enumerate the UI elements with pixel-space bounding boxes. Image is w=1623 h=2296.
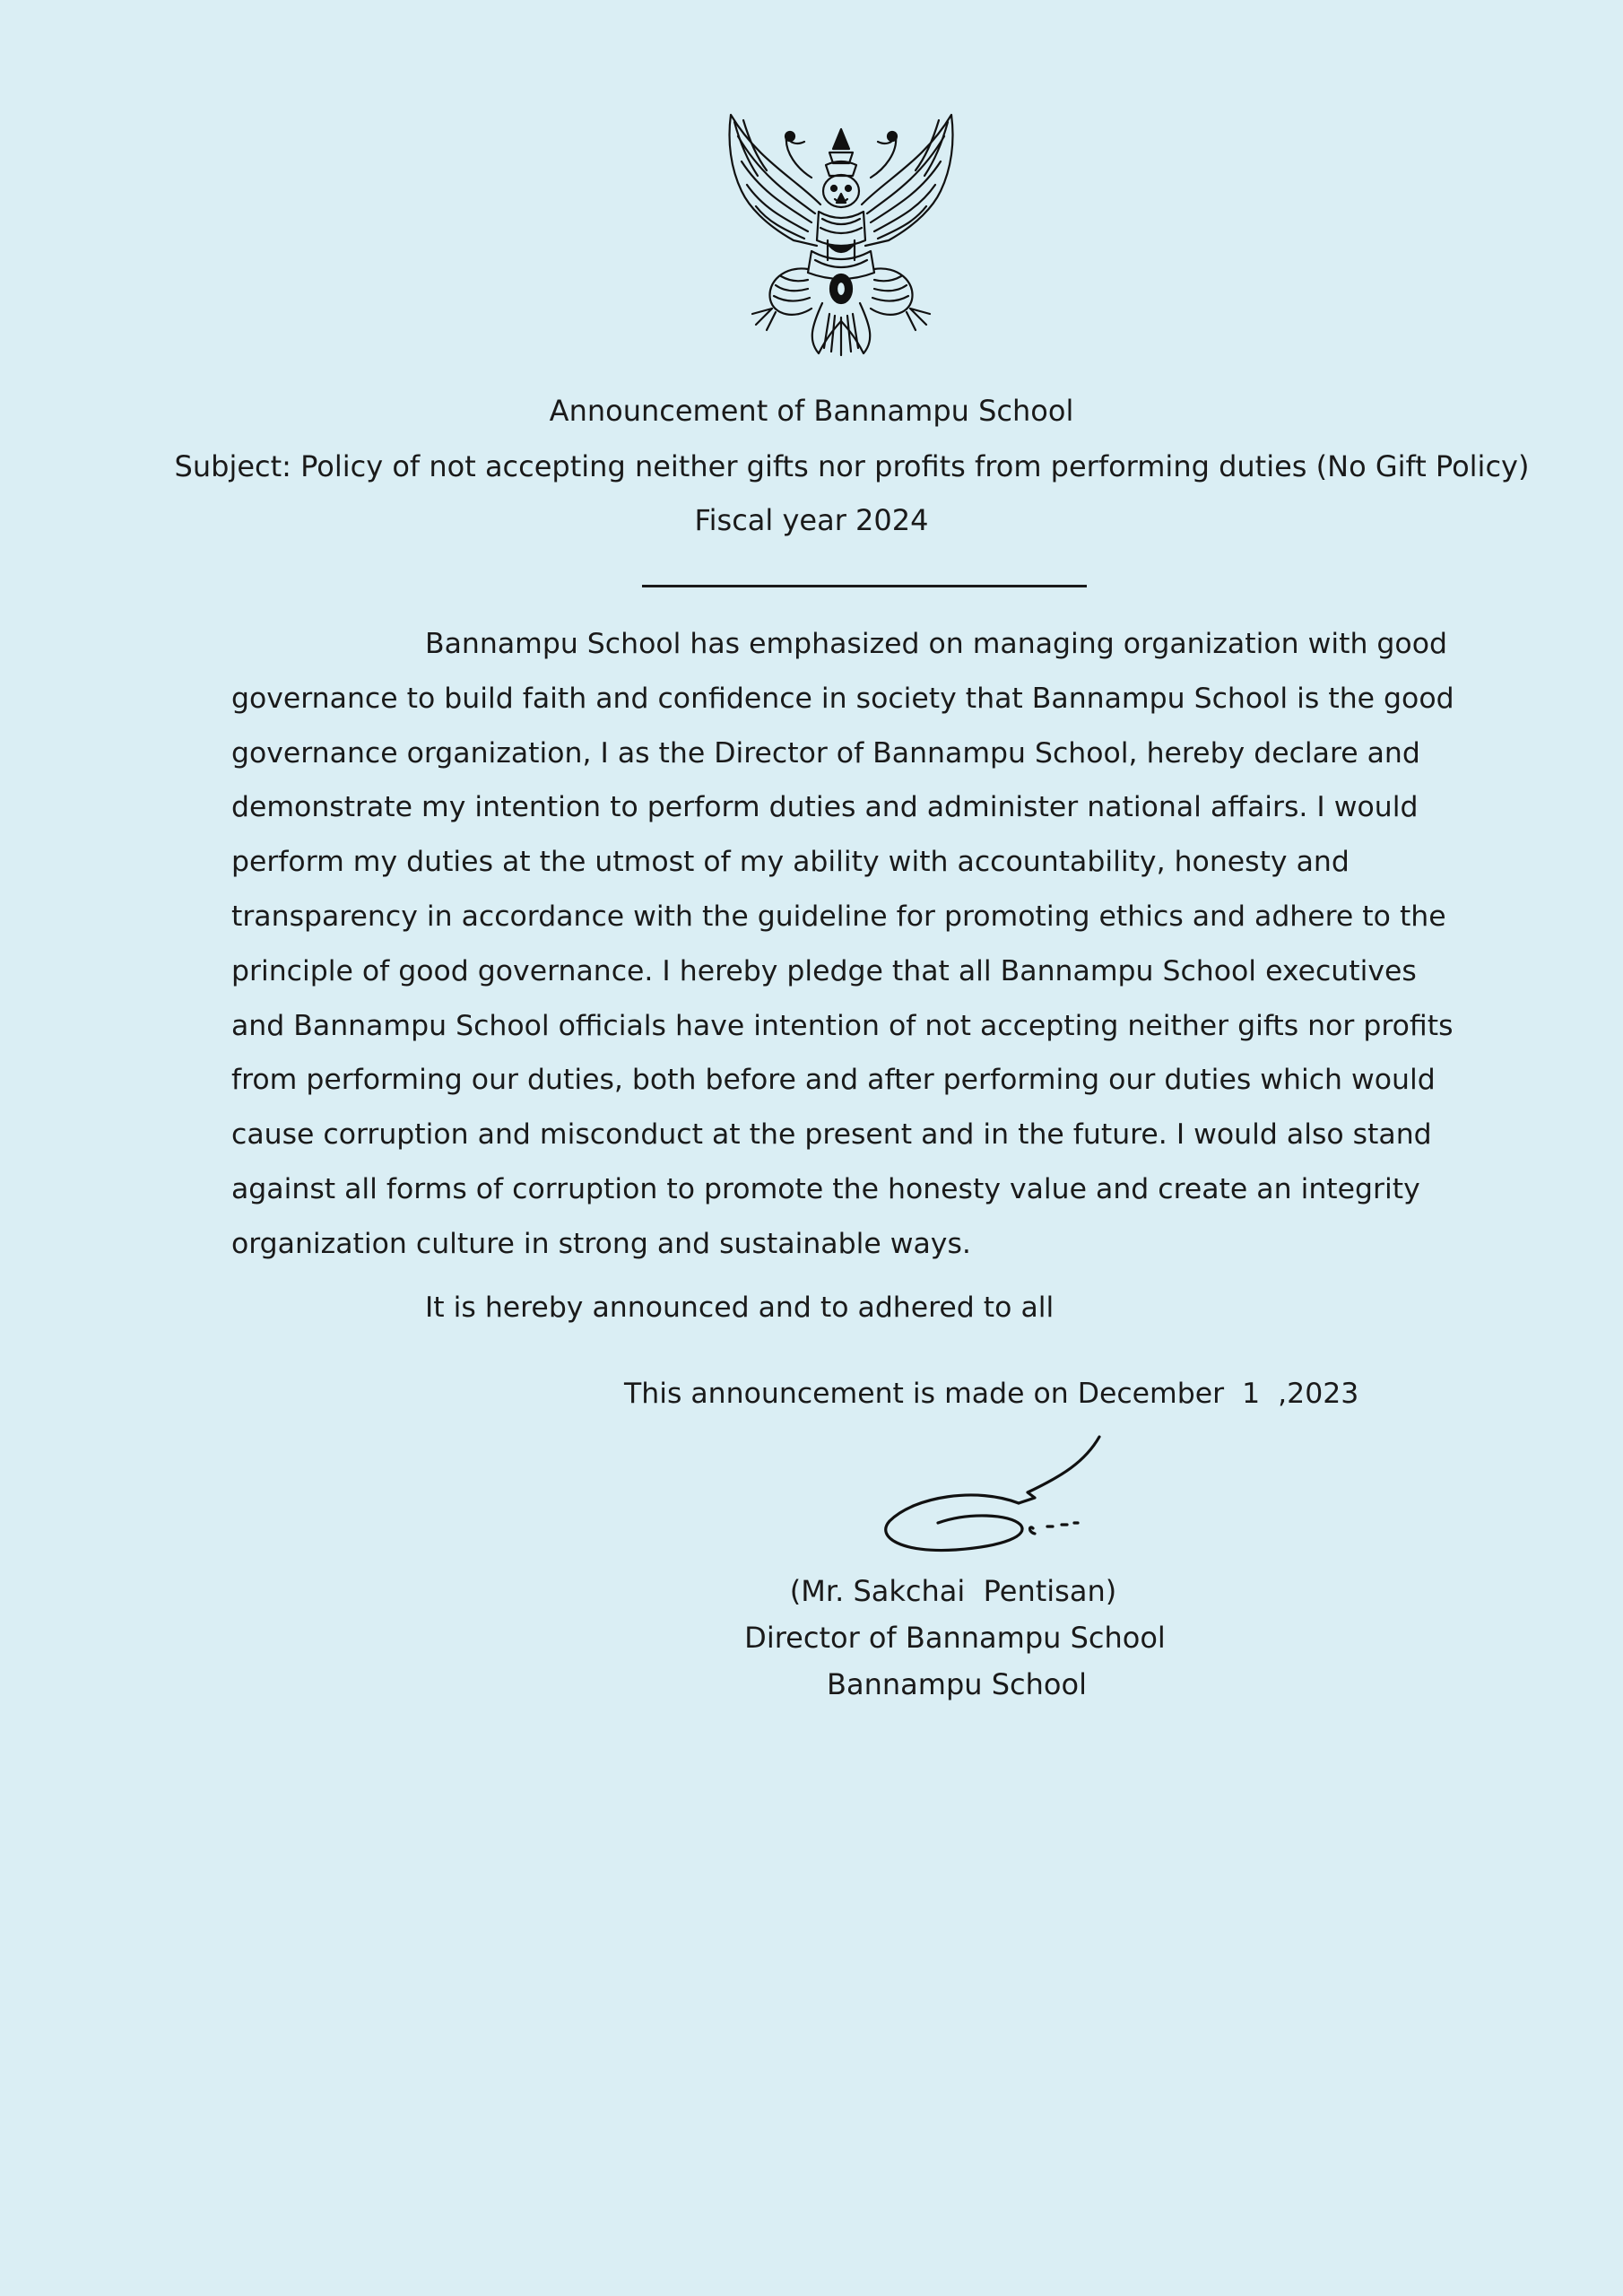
signatory-position: Director of Bannampu School <box>744 1621 1166 1655</box>
announcement-statement: It is hereby announced and to adhered to all <box>425 1292 1055 1324</box>
fiscal-year: Fiscal year 2024 <box>694 503 929 537</box>
page-title: Announcement of Bannampu School <box>549 394 1074 428</box>
subject-line: Subject: Policy of not accepting neither gifts nor profits from performing duties (No Gift Policy) <box>174 449 1530 483</box>
garuda-emblem-icon <box>722 106 960 359</box>
signatory-name: (Mr. Sakchai Pentisan) <box>789 1574 1117 1608</box>
signature-image <box>870 1431 1103 1559</box>
signatory-organization: Bannampu School <box>827 1667 1087 1701</box>
divider <box>642 585 1087 587</box>
announcement-date: This announcement is made on December 1 ,2023 <box>624 1378 1359 1410</box>
body-paragraph: Bannampu School has emphasized on managing organization with good governance to build faith and confidence in society that Bannampu School is the good governance organization, I as the Director of Bannampu School, hereby declare and demonstrate my intention to perform duties and administer national affairs. I would perform my duties at the utmost of my ability with accountability, honesty and transparency in accordance with the guideline for promoting ethics and adhere to the principle of good governance. I hereby pledge that all Bannampu School executives and Bannampu School officials have intention of not accepting neither gifts nor profits from performing our duties, both before and after performing our duties which would cause corruption and misconduct at the present and in the future. I would also stand against all forms of corruption to promote the honesty value and create an integrity organization culture in strong and sustainable ways. <box>231 628 1454 1260</box>
